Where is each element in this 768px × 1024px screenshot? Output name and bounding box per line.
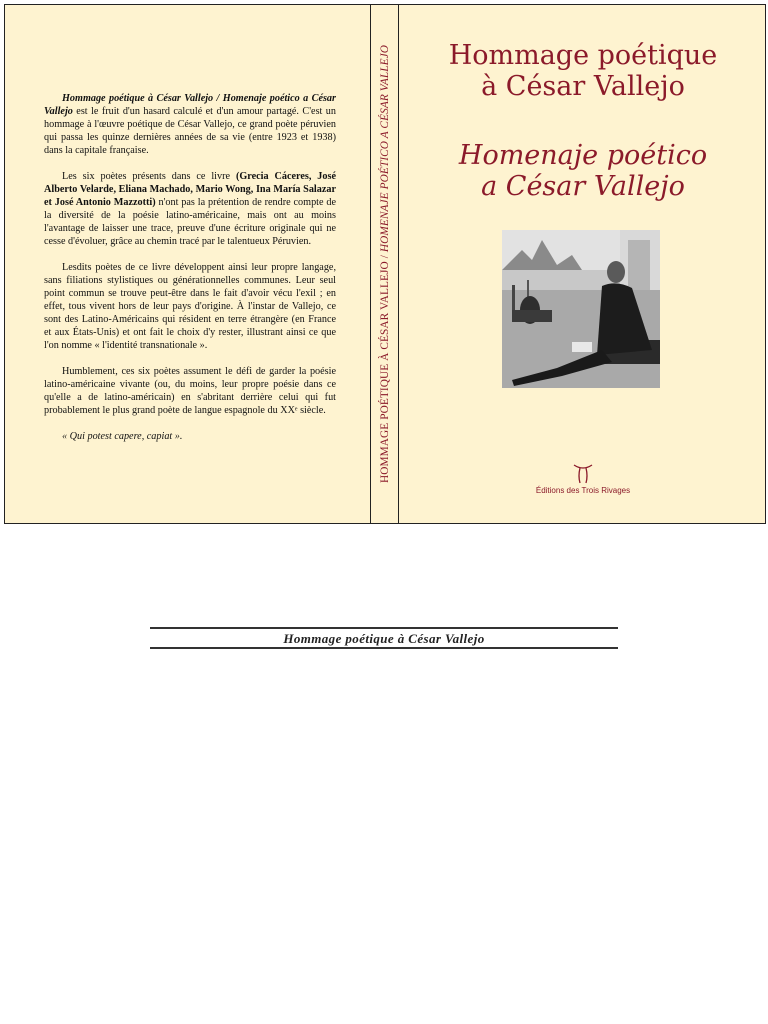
spine-title-fr: HOMMAGE POÉTIQUE À CÉSAR VALLEJO / — [378, 255, 391, 484]
title-fr-line-2: à César Vallejo — [481, 71, 685, 102]
back-paragraph-1 — [44, 92, 336, 157]
latin-quote: « Qui potest capere, capiat ». — [62, 431, 183, 442]
front-title-french — [400, 40, 766, 102]
back-paragraph-3: Lesdits poètes de ce livre développent ainsi leur propre langage, sans filiations stylistiques ou générationnelles communes. Leur seul point commun se trouve peut-être dans le fait d'avoir vécu l'exil ; en effet, tous vivent hors de leur pays d'origine. À l'instar de Vallejo, ce sont des Latino-Américains qui résident en terre étrangère (en France et aux États-Unis) et ont fait le choix d'y rester, illustrant ainsi ce que l'on nomme « l'identité transnationale ». — [44, 262, 336, 351]
photo-illustration — [502, 230, 660, 388]
poet-names: (Grecia Cáceres, José Alberto Velarde, Eliana Machado, Mario Wong, Ina María Salazar et José Antonio Mazzotti) — [44, 171, 336, 208]
publisher-name: Éditions des Trois Rivages — [535, 486, 631, 495]
back-cover-text — [44, 92, 336, 456]
back-paragraph-2 — [44, 170, 336, 248]
title-es-line-2: a César Vallejo — [481, 171, 685, 202]
book-spine — [370, 4, 399, 524]
publisher-block — [520, 462, 646, 495]
spine-title-es: HOMENAJE POÉTICO A CÉSAR VALLEJO — [378, 44, 391, 253]
page-header-title: Hommage poétique à César Vallejo — [283, 631, 485, 646]
back-paragraph-2-pre: Les six poètes présents dans ce livre — [62, 171, 236, 182]
vallejo-photo — [502, 230, 660, 388]
publisher-logo-icon — [572, 462, 594, 484]
title-fr-line-1: Hommage poétique — [448, 40, 718, 71]
front-title-spanish — [400, 140, 766, 202]
title-es-line-1: Homenaje poético — [458, 140, 708, 171]
page-header-bar — [150, 627, 618, 649]
back-paragraph-2-post: n'ont pas la prétention de rendre compte de la diversité de la poésie latino-américaine, mais ont au moins l'avantage de laisser une trace, preuve d'une écriture originale qui ne cesse d'évoluer, grâce au chemin tracé par le talentueux Péruvien. — [44, 197, 337, 247]
back-paragraph-1-text: est le fruit d'un hasard calculé et d'un amour partagé. C'est un hommage à l'œuvre poétique de César Vallejo, ce grand poète péruvien qui passa les quinze dernières années de sa vie (entre 1923 et 1938) dans la capitale française. — [44, 106, 336, 156]
back-title-emphasis: Hommage poétique à César Vallejo / Homenaje poético a César Vallejo — [44, 93, 336, 117]
back-paragraph-4: Humblement, ces six poètes assument le défi de garder la poésie latino-américaine vivante (ou, du moins, leur propre poésie dans ce qu'elle a de latino-américain) en s'abritant derrière celui qui fut probablement le plus grand poète de langue espagnole du XXᵉ siècle. — [44, 366, 336, 416]
spine-title — [379, 45, 391, 483]
